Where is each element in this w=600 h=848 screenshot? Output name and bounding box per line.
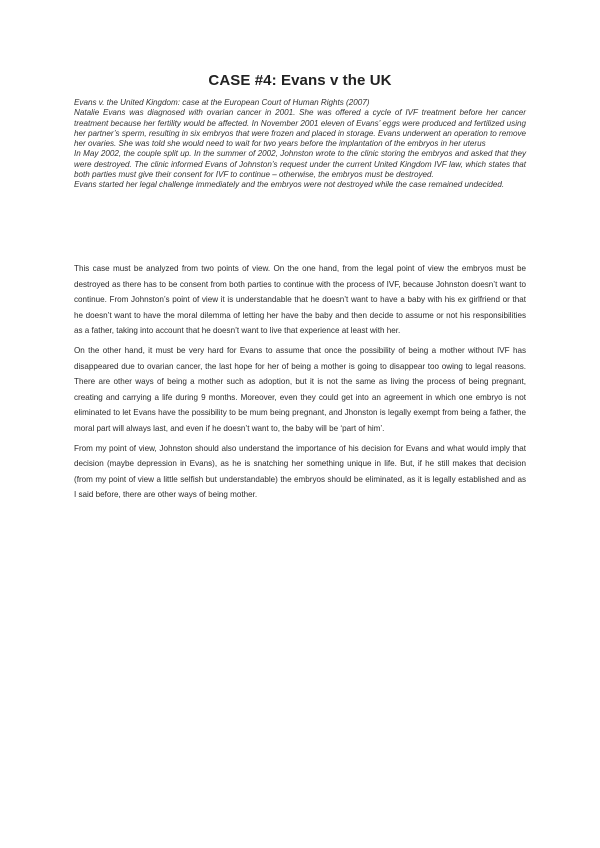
analysis-body [74, 261, 526, 507]
case-paragraph-challenge: Evans started her legal challenge immediately and the embryos were not destroyed while the case remained undecided. [74, 180, 505, 190]
case-paragraph-split: In May 2002, the couple split up. In the summer of 2002, Johnston wrote to the clinic storing the embryos and asked that they were destroyed. The clinic informed Evans of Johnston’s request under the current United Kingdom IVF law, which states that both parties must give their consent for IVF to continue – otherwise, the embryos must be destroyed. [74, 149, 526, 180]
case-summary [74, 98, 526, 191]
analysis-paragraph-1: This case must be analyzed from two points of view. On the one hand, from the legal point of view the embryos must be destroyed as there has to be consent from both parties to continue with the process of IVF, because Johnston doesn’t want to continue. From Johnston’s point of view it is understandable that he doesn’t want to have a baby with his ex girlfriend or that he doesn’t want to have the moral dilemma of letting her have the baby and then decide to assume or not his responsibilities as a father, taking into account that he doesn’t want to live that experience at least with her. [74, 264, 526, 336]
case-paragraph-background: Natalie Evans was diagnosed with ovarian cancer in 2001. She was offered a cycle of IVF treatment before her cancer treatment because her fertility would be affected. In November 2001 eleven of Evans’ eggs were produced and fertilized using her partner’s sperm, resulting in six embryos that were frozen and placed in storage. Evans underwent an operation to remove her ovaries. She was told she would need to wait for two years before the implantation of the embryos in her uterus [74, 108, 526, 149]
document-title: CASE #4: Evans v the UK [208, 72, 392, 89]
analysis-paragraph-2: On the other hand, it must be very hard for Evans to assume that once the possibility of being a mother without IVF has disappeared due to ovarian cancer, the last hope for her of being a mother is going to disappear too owing to legal reasons. There are other ways of being a mother such as adoption, but it is not the same as living the process of being pregnant, creating and carrying a life during 9 months. Moreover, even they could get into an agreement in which one embryo is not eliminated to let Evans have the possibility to be mum being pregnant, and Jhonston is legally exempt from being a father, the moral part will always last, and even if he doesn’t want to, the baby will be ‘part of him’. [74, 345, 526, 433]
analysis-paragraph-3: From my point of view, Johnston should also understand the importance of his decision for Evans and what would imply that decision (maybe depression in Evans), as he is snatching her something unique in life. But, if he still makes that decision (from my point of view a little selfish but understandable) the embryos should be eliminated, as it is legally established and as I said before, there are other ways of being mother. [74, 443, 526, 500]
case-citation: Evans v. the United Kingdom: case at the European Court of Human Rights (2007) [74, 98, 370, 107]
